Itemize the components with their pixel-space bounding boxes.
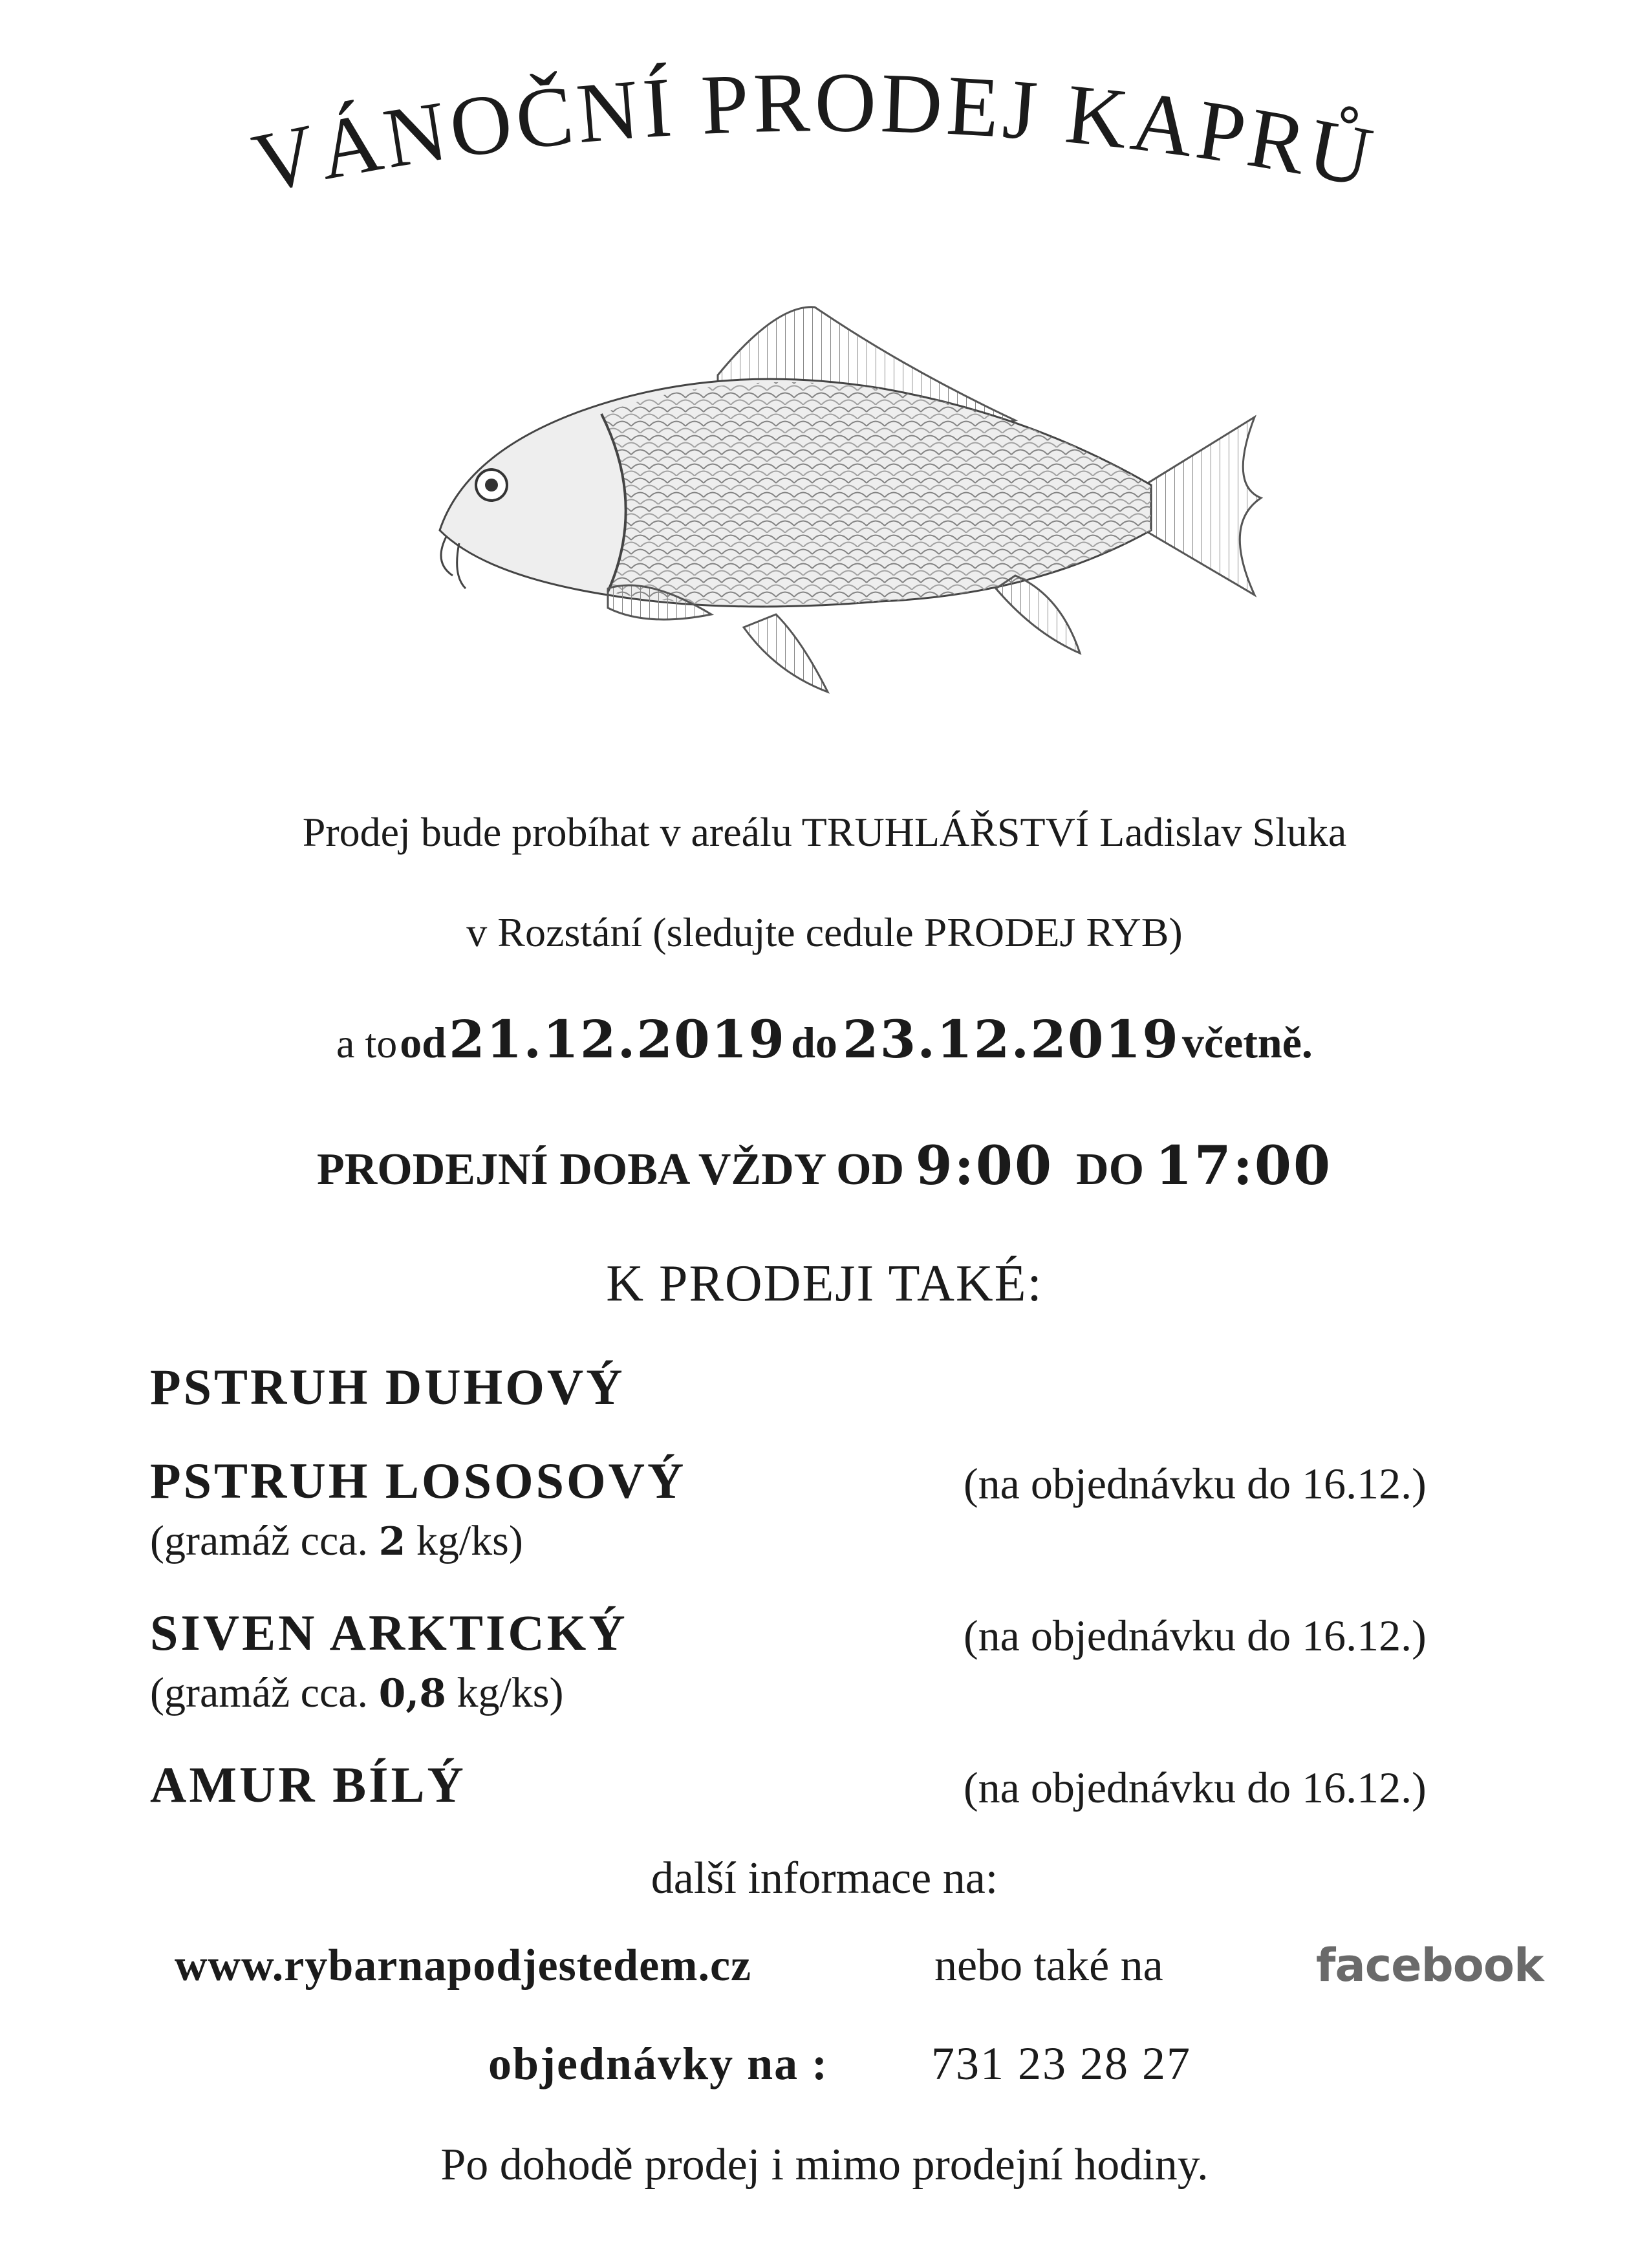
hours-from: 9:00 (915, 1135, 1054, 1197)
also-on-text: nebo také na (934, 1941, 1163, 1991)
fish-item-name: PSTRUH LOSOSOVÝ (150, 1453, 687, 1509)
fish-item-name: PSTRUH DUHOVÝ (150, 1359, 625, 1415)
hours-to: 17:00 (1155, 1135, 1333, 1197)
weight-unit: kg/ks) (416, 1517, 523, 1564)
fish-item-name: AMUR BÍLÝ (150, 1756, 466, 1813)
opening-hours (0, 1135, 1649, 1197)
sale-dates (0, 1009, 1649, 1070)
poster-title-text: VÁNOČNÍ PRODEJ KAPRŮ (245, 54, 1384, 211)
website-link[interactable]: www.rybarnapodjestedem.cz (175, 1941, 752, 1991)
weight-unit: kg/ks) (457, 1669, 564, 1716)
carp-fish-illustration (414, 291, 1306, 705)
location-line-2: v Rozstání (sledujte cedule PRODEJ RYB) (466, 909, 1183, 955)
dates-suffix: včetně. (1181, 1018, 1313, 1067)
date-to: 23.12.2019 (842, 1009, 1180, 1070)
weight-value: 0,8 (378, 1671, 446, 1716)
weight-label: (gramáž cca. (150, 1669, 369, 1716)
more-info-label: další informace na: (651, 1853, 998, 1903)
fish-order-note: (na objednávku do 16.12.) (964, 1763, 1427, 1812)
fish-order-note: (na objednávku do 16.12.) (964, 1459, 1427, 1508)
hours-label: PRODEJNÍ DOBA VŽDY OD (316, 1145, 905, 1194)
facebook-logo[interactable]: facebook (1316, 1939, 1544, 1992)
poster-title (162, 39, 1520, 233)
footnote: Po dohodě prodej i mimo prodejní hodiny. (440, 2140, 1209, 2190)
fish-weight (150, 1517, 523, 1566)
orders-label: objednávky na : (488, 2038, 829, 2090)
weight-value: 2 (378, 1519, 406, 1564)
fish-weight (150, 1669, 563, 1718)
date-from: 21.12.2019 (449, 1009, 786, 1070)
phone-number[interactable]: 731 23 28 27 (931, 2038, 1191, 2090)
fish-item-name: SIVEN ARKTICKÝ (150, 1604, 628, 1661)
dates-prefix: a to (336, 1021, 398, 1066)
dates-from-label: od (400, 1018, 447, 1067)
dates-to-label: do (791, 1018, 837, 1067)
weight-label: (gramáž cca. (150, 1517, 369, 1564)
hours-to-label: DO (1076, 1145, 1145, 1194)
fish-order-note: (na objednávku do 16.12.) (964, 1611, 1427, 1660)
also-for-sale-heading: K PRODEJI TAKÉ: (606, 1255, 1043, 1312)
svg-text:VÁNOČNÍ PRODEJ KAPRŮ (245, 54, 1383, 211)
location-line: Prodej bude probíhat v areálu TRUHLÁŘSTVÍ Ladislav Sluka (302, 809, 1347, 855)
